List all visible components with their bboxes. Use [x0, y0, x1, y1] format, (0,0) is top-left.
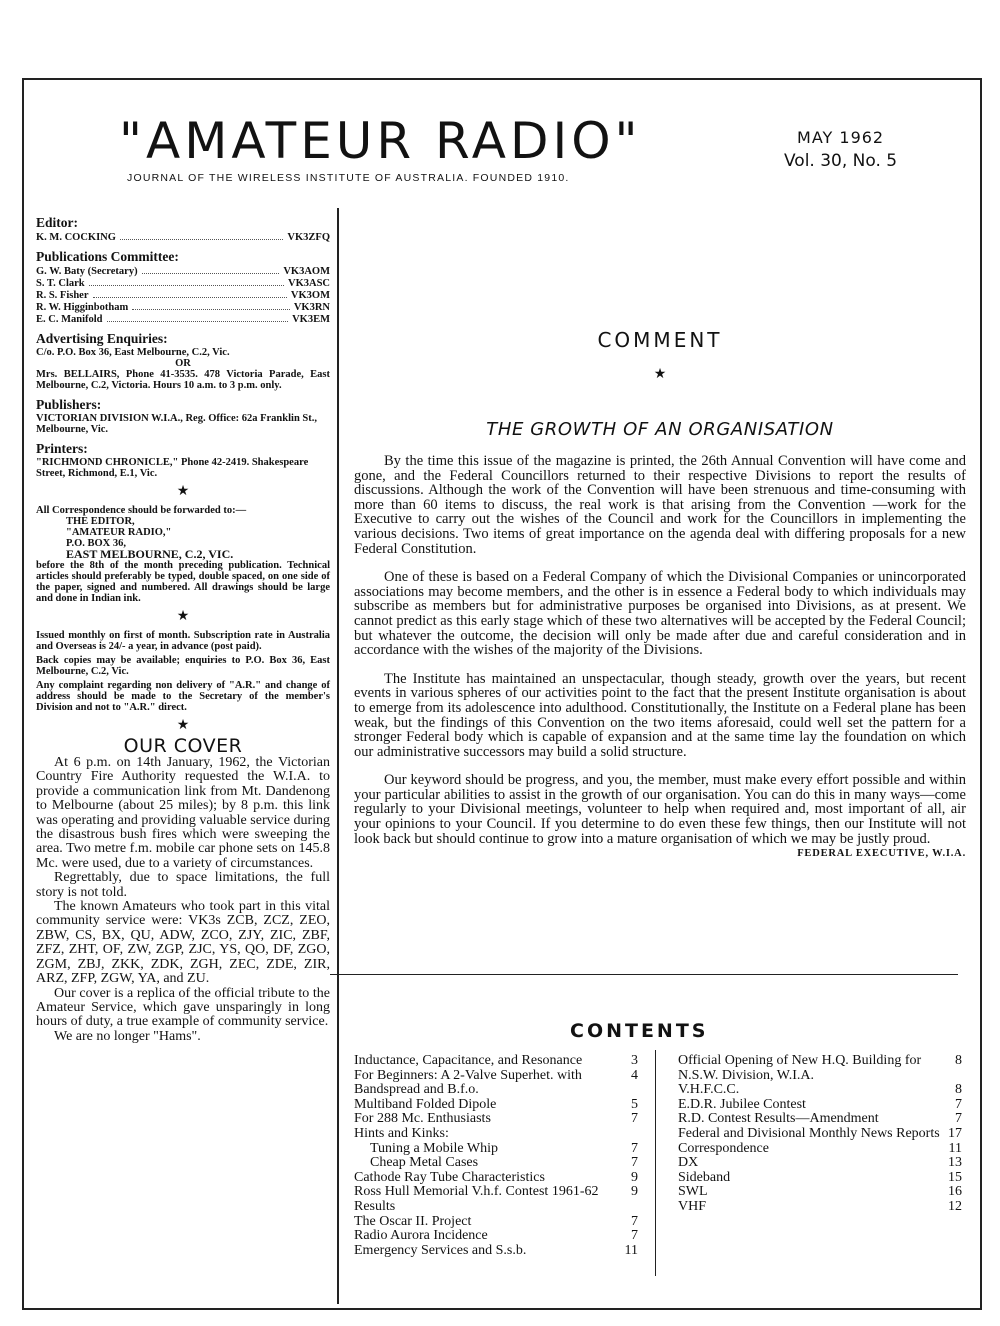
- contents-title: For Beginners: A 2-Valve Superhet. with Bandspread and B.f.o.: [354, 1067, 582, 1098]
- contents-left-column: [354, 1054, 638, 1258]
- contents-heading: CONTENTS: [570, 1020, 709, 1042]
- committee-call: VK3OM: [290, 290, 330, 301]
- committee-name: S. T. Clark: [36, 278, 85, 289]
- committee-row: [36, 313, 330, 325]
- contents-page: 11: [624, 1242, 638, 1258]
- contents-title: Multiband Folded Dipole: [354, 1096, 497, 1112]
- cover-paragraph: At 6 p.m. on 14th January, 1962, the Victorian Country Fire Authority requested the W.I.A. to provide a communication link from Mt. Dandenong to Melbourne (about 25 miles); by 8 p.m. this link was operating and providing valuable service during the disastrous bush fires which were sweeping the area. Two metre f.m. mobile car phone sets on 145.8 Mc. were used, due to a variety of circumstances.: [36, 755, 330, 871]
- contents-page: 8: [955, 1053, 962, 1068]
- contents-entry[interactable]: [678, 1112, 962, 1127]
- advertising-heading: Advertising Enquiries:: [36, 331, 168, 346]
- cover-paragraph: We are no longer "Hams".: [54, 1028, 201, 1044]
- article-paragraph: The Institute has maintained an unspectacular, though steady, growth over the years, but recent events in various spheres of our activities point to the fact that the present Institute organisation is about to emerge from its adolescence into adulthood. Constitutionally, the Institute on a Federal plane has been weak, but the findings of this Convention on the two items aforesaid, could well set the pattern for a stronger Federal body which is capable of expansion and at the same time lay the foundation on which our administrative successors may build a solid structure.: [354, 670, 966, 760]
- contents-title: Hints and Kinks:: [354, 1125, 449, 1141]
- contents-entry[interactable]: [678, 1083, 962, 1098]
- contents-page: 7: [955, 1111, 962, 1127]
- left-sidebar: [36, 217, 330, 1044]
- printers-heading: Printers:: [36, 441, 88, 456]
- contents-title: VHF: [678, 1198, 707, 1214]
- printers-text: "RICHMOND CHRONICLE," Phone 42-2419. Shakespeare Street, Richmond, E.1, Vic.: [36, 457, 309, 479]
- contents-page: 17: [948, 1125, 962, 1141]
- star-divider: ★: [176, 484, 190, 499]
- committee-row: [36, 289, 330, 301]
- column-divider: [337, 208, 339, 1304]
- contents-title: SWL: [678, 1184, 708, 1200]
- contents-entry[interactable]: [354, 1215, 638, 1230]
- contents-title: Official Opening of New H.Q. Building for N.S.W. Division, W.I.A.: [678, 1053, 922, 1083]
- publishers-heading: Publishers:: [36, 397, 102, 412]
- committee-call: VK3ASC: [287, 278, 330, 289]
- contents-page: 15: [948, 1169, 962, 1185]
- article-title: THE GROWTH OF AN ORGANISATION: [486, 419, 834, 440]
- committee-row: [36, 277, 330, 289]
- contents-page: 7: [631, 1155, 638, 1171]
- contents-title: E.D.R. Jubilee Contest: [678, 1096, 806, 1112]
- contents-page: 7: [631, 1228, 638, 1244]
- article-paragraph: One of these is based on a Federal Company of which the Divisional Companies or unincorporated associations may become members, and the other is in essence a Federal body to which individuals may subscribe as members but for administrative purposes be organised into Divisions, as at present. We cannot predict as this early stage which of these two alternatives will be accepted by the Federal Council; but whatever the outcome, the decision will only be made after due and careful consideration and in accordance with the wishes of the majority of the Divisions.: [354, 569, 966, 659]
- address-line: THE EDITOR,: [66, 516, 135, 527]
- contents-page: 9: [631, 1169, 638, 1185]
- correspondence-note: before the 8th of the month preceding publication. Technical articles should preferably be typed, double spaced, on one side of the paper, signed and numbered. All drawings should be large and done in Indian ink.: [36, 560, 330, 604]
- editor-name: K. M. COCKING: [36, 232, 116, 243]
- our-cover-section: [36, 735, 330, 1044]
- contents-entry[interactable]: [678, 1142, 962, 1157]
- committee-call: VK3RN: [293, 302, 330, 313]
- back-copies-note: Back copies may be available; enquiries to P.O. Box 36, East Melbourne, C.2, Vic.: [36, 655, 330, 677]
- contents-page: 7: [955, 1096, 962, 1112]
- contents-page: 9: [631, 1184, 638, 1200]
- contents-entry: [354, 1127, 638, 1142]
- address-line: P.O. BOX 36,: [66, 538, 126, 549]
- committee-name: E. C. Manifold: [36, 314, 103, 325]
- contents-page: 8: [955, 1082, 962, 1098]
- article-signature: FEDERAL EXECUTIVE, W.I.A.: [797, 848, 966, 860]
- committee-name: R. W. Higginbotham: [36, 302, 129, 313]
- our-cover-heading: OUR COVER: [123, 735, 243, 757]
- contents-title: The Oscar II. Project: [354, 1213, 472, 1229]
- issue-volume: Vol. 30, No. 5: [784, 151, 898, 171]
- cover-paragraph: The known Amateurs who took part in this vital community service were: VK3s ZCB, ZCZ, ZEO, ZBW, CS, BX, QU, ADW, ZCO, ZJY, ZIC, ZBF, ZFZ, ZHT, OF, ZW, ZGP, ZJC, YS, QO, DF, ZGO, ZGM, ZBJ, ZKK, ZDK, ZGH, ZEC, ZDE, ZIR, ARZ, ZFP, ZGW, YA, and ZU.: [36, 899, 330, 987]
- contents-entry[interactable]: [678, 1054, 962, 1083]
- contents-entry[interactable]: [354, 1142, 638, 1157]
- contents-entry[interactable]: [354, 1185, 638, 1214]
- issue-info: [784, 128, 897, 171]
- article-paragraph: Our keyword should be progress, and you, the member, must make every effort possible and within your particular abilities to assist in the growth of our organisation. You can do this in many ways—come regularly to your Divisional meetings, volunteer to help when required and, most important of all, air your opinions to your Council. If you determine to do even these few things, then our Institute will not look back but should continue to grow into a mature organisation of which we may be justly proud.: [354, 772, 966, 847]
- contents-title: For 288 Mc. Enthusiasts: [354, 1111, 491, 1127]
- committee-name: G. W. Baty (Secretary): [36, 266, 138, 277]
- committee-heading: Publications Committee:: [36, 249, 179, 264]
- committee-row: [36, 301, 330, 313]
- contents-entry[interactable]: [354, 1112, 638, 1127]
- committee-name: R. S. Fisher: [36, 290, 89, 301]
- contents-entry[interactable]: [678, 1171, 962, 1186]
- comment-heading: COMMENT: [597, 328, 723, 352]
- contents-entry[interactable]: [678, 1156, 962, 1171]
- committee-row: [36, 265, 330, 277]
- contents-title: Tuning a Mobile Whip: [370, 1140, 498, 1156]
- journal-title: "AMATEUR RADIO": [119, 112, 642, 170]
- contents-title: Correspondence: [678, 1140, 769, 1156]
- advertising-line1: C/o. P.O. Box 36, East Melbourne, C.2, Vic.: [36, 347, 230, 358]
- contents-entry[interactable]: [354, 1098, 638, 1113]
- contents-page: 12: [948, 1198, 962, 1214]
- contents-page: 16: [948, 1184, 962, 1200]
- cover-paragraph: Our cover is a replica of the official tribute to the Amateur Service, which gave unsparingly in long hours of duty, a true example of community service.: [36, 985, 330, 1030]
- advertising-or: OR: [175, 358, 191, 369]
- committee-call: VK3AOM: [283, 266, 330, 277]
- contents-page: 5: [631, 1096, 638, 1112]
- contents-entry[interactable]: [354, 1054, 638, 1069]
- contents-title: DX: [678, 1155, 699, 1171]
- contents-title: Sideband: [678, 1169, 731, 1185]
- journal-subtitle: JOURNAL OF THE WIRELESS INSTITUTE OF AUSTRALIA. FOUNDED 1910.: [127, 172, 570, 184]
- contents-page: 11: [948, 1140, 962, 1156]
- address-line: "AMATEUR RADIO,": [66, 527, 172, 538]
- editor-heading: Editor:: [36, 215, 78, 230]
- contents-title: Federal and Divisional Monthly News Reports: [678, 1125, 940, 1141]
- advertising-line2: Mrs. BELLAIRS, Phone 41-3535. 478 Victoria Parade, East Melbourne, C.2, Victoria. Hours 10 a.m. to 3 p.m. only.: [36, 369, 330, 391]
- correspondence-intro: All Correspondence should be forwarded to:—: [36, 505, 247, 516]
- contents-entry[interactable]: [354, 1156, 638, 1171]
- contents-entry[interactable]: [678, 1098, 962, 1113]
- address-line: EAST MELBOURNE, C.2, VIC.: [66, 547, 234, 561]
- contents-page: 3: [631, 1053, 638, 1068]
- contents-page: 7: [631, 1111, 638, 1127]
- contents-title: Emergency Services and S.s.b.: [354, 1242, 527, 1258]
- contents-entry[interactable]: [678, 1185, 962, 1200]
- contents-page: 7: [631, 1140, 638, 1156]
- committee-call: VK3EM: [292, 314, 330, 325]
- contents-page: 4: [631, 1067, 638, 1083]
- contents-title: Ross Hull Memorial V.h.f. Contest 1961-62 Results: [354, 1184, 599, 1214]
- contents-entry[interactable]: [354, 1244, 638, 1259]
- contents-entry[interactable]: [354, 1229, 638, 1244]
- cover-paragraph: Regrettably, due to space limitations, the full story is not told.: [36, 870, 330, 900]
- star-divider: ★: [176, 718, 190, 733]
- issue-month: MAY 1962: [797, 128, 885, 147]
- article-body: [354, 454, 966, 846]
- editor-row: [36, 231, 330, 243]
- contents-title: Cheap Metal Cases: [370, 1155, 479, 1171]
- contents-entry[interactable]: [678, 1200, 962, 1215]
- star-divider: ★: [653, 367, 667, 382]
- contents-title: R.D. Contest Results—Amendment: [678, 1111, 879, 1127]
- contents-title: V.H.F.C.C.: [678, 1082, 740, 1098]
- contents-page: 7: [631, 1213, 638, 1229]
- contents-page: 13: [948, 1155, 962, 1171]
- editor-call: VK3ZFQ: [287, 232, 330, 243]
- contents-entry[interactable]: [354, 1069, 638, 1098]
- star-divider: ★: [176, 609, 190, 624]
- issued-note: Issued monthly on first of month. Subscription rate in Australia and Overseas is 24/- a year, in advance (post paid).: [36, 630, 330, 652]
- contents-entry[interactable]: [354, 1171, 638, 1186]
- contents-title: Inductance, Capacitance, and Resonance: [354, 1053, 583, 1068]
- contents-right-column: [678, 1054, 962, 1215]
- article-paragraph: By the time this issue of the magazine is printed, the 26th Annual Convention will have come and gone, and the Federal Councillors returned to their respective Divisions to report the results of discussions. Although the work of the Convention will have been strenuous and time-consuming with more than 60 items to discuss, the real work is that arising from the Convention —work for the Executive to carry out the wishes of the Council and work for the Councillors in implementing the various decisions. Two items of great importance on the agenda deal with differing proposals for a new Federal Constitution.: [354, 453, 966, 557]
- editor-address: [36, 516, 330, 560]
- contents-title: Radio Aurora Incidence: [354, 1228, 488, 1244]
- contents-divider: [655, 1050, 656, 1276]
- contents-title: Cathode Ray Tube Characteristics: [354, 1169, 545, 1185]
- contents-rule: [330, 974, 958, 975]
- publishers-text: VICTORIAN DIVISION W.I.A., Reg. Office: 62a Franklin St., Melbourne, Vic.: [36, 413, 317, 435]
- comment-section: [354, 208, 966, 859]
- complaint-note: Any complaint regarding non delivery of "A.R." and change of address should be made to the Secretary of the member's Division and not to "A.R." direct.: [36, 680, 330, 713]
- contents-entry[interactable]: [678, 1127, 962, 1142]
